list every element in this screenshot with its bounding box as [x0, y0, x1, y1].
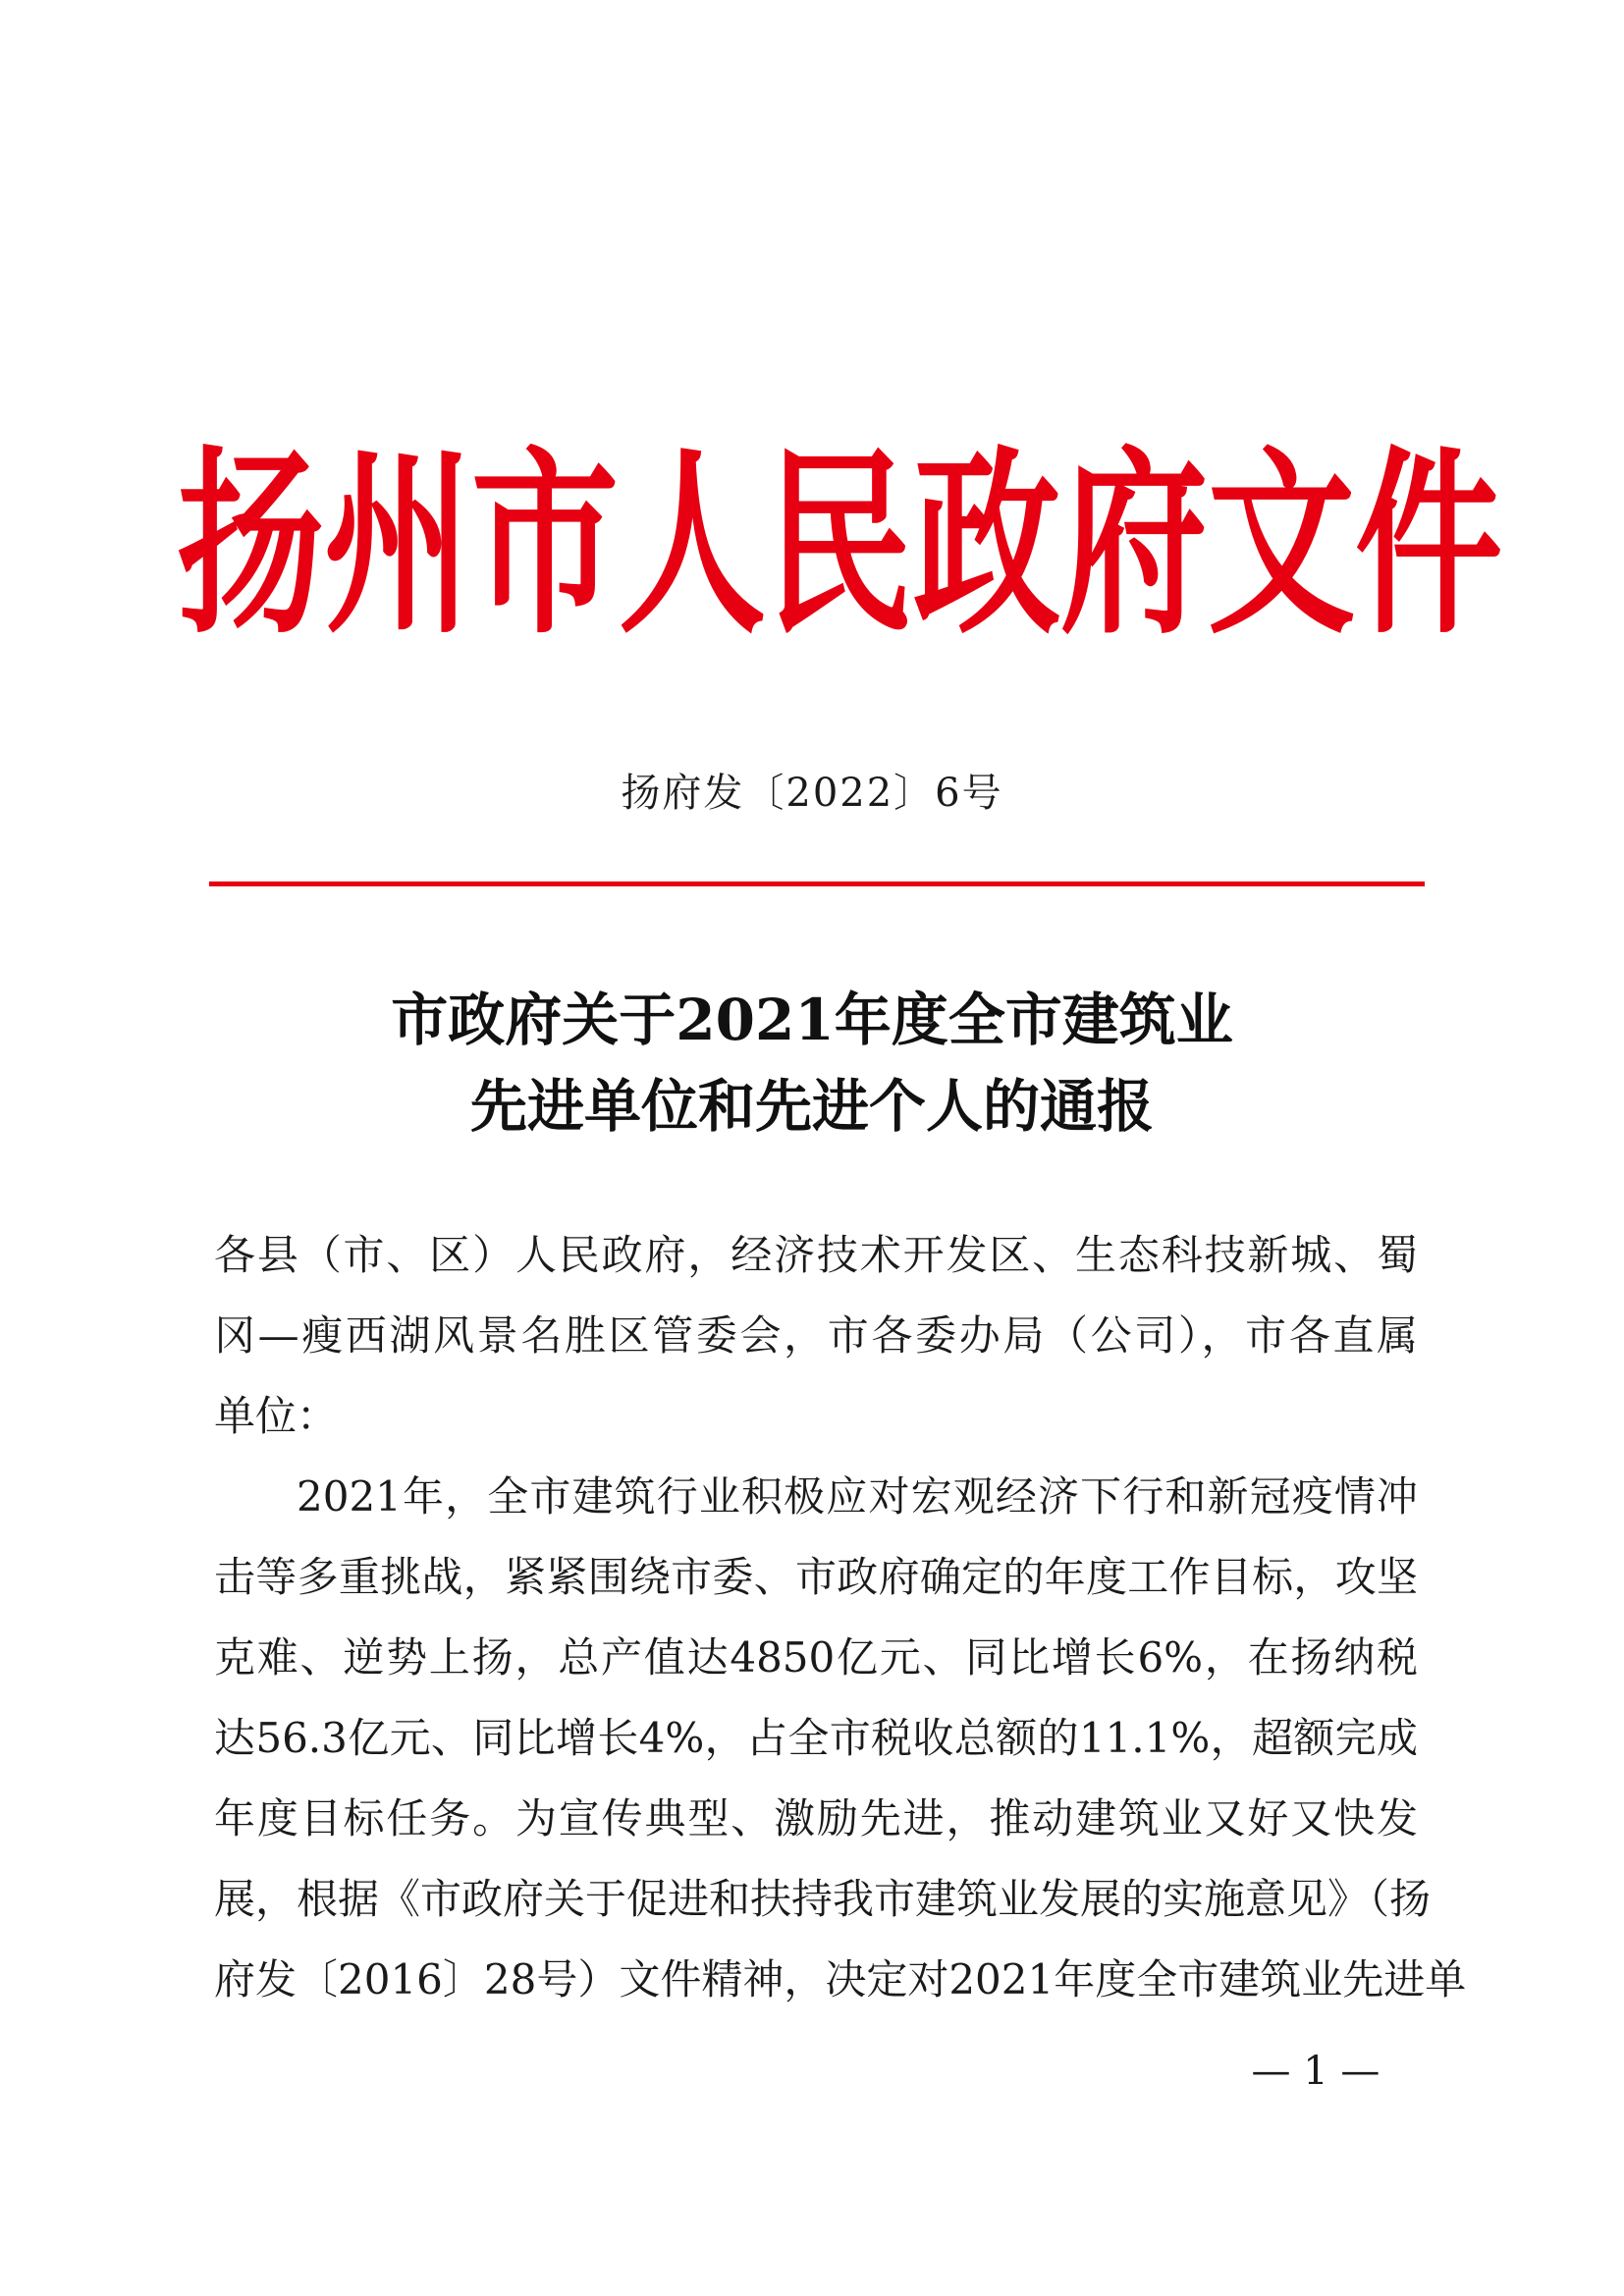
- addressee-line: 各县（市、区）人民政府，经济技术开发区、生态科技新城、蜀: [214, 1231, 1418, 1279]
- masthead-char: 民: [766, 428, 914, 662]
- paragraph-line: 府发〔2016〕28号）文件精神，决定对2021年度全市建筑业先进单: [214, 1955, 1467, 2003]
- masthead-char: 州: [324, 428, 472, 662]
- masthead: [177, 379, 1503, 711]
- paragraph-line: 年度目标任务。为宣传典型、激励先进，推动建筑业又好又快发: [214, 1794, 1418, 1842]
- red-divider: [209, 881, 1425, 886]
- addressee-line: 单位：: [214, 1392, 339, 1440]
- body-text: [214, 1215, 1467, 2020]
- masthead-char: 人: [619, 428, 767, 662]
- title-line-2: 先进单位和先进个人的通报: [469, 1073, 1154, 1140]
- page-number: — 1 —: [1251, 2049, 1380, 2094]
- document-number: 扬府发〔2022〕6号: [621, 771, 1003, 816]
- masthead-char: 扬: [177, 428, 325, 662]
- masthead-char: 市: [471, 428, 620, 662]
- masthead-char: 文: [1208, 428, 1356, 662]
- paragraph-line: 展，根据《市政府关于促进和扶持我市建筑业发展的实施意见》（扬: [214, 1875, 1432, 1923]
- masthead-char: 政: [913, 428, 1061, 662]
- paragraph-line: 达56.3亿元、同比增长4%，占全市税收总额的11.1%，超额完成: [214, 1714, 1418, 1762]
- title-line-1: 市政府关于2021年度全市建筑业: [391, 987, 1233, 1053]
- addressee-line: 冈—瘦西湖风景名胜区管委会，市各委办局（公司），市各直属: [214, 1311, 1418, 1360]
- paragraph-line: 克难、逆势上扬，总产值达4850亿元、同比增长6%，在扬纳税: [214, 1633, 1418, 1682]
- paragraph-line: 击等多重挑战，紧紧围绕市委、市政府确定的年度工作目标，攻坚: [214, 1553, 1418, 1601]
- document-title: [0, 977, 1624, 1149]
- paragraph-line: 2021年，全市建筑行业积极应对宏观经济下行和新冠疫情冲: [297, 1472, 1418, 1521]
- masthead-char: 府: [1060, 428, 1209, 662]
- masthead-char: 件: [1355, 428, 1503, 662]
